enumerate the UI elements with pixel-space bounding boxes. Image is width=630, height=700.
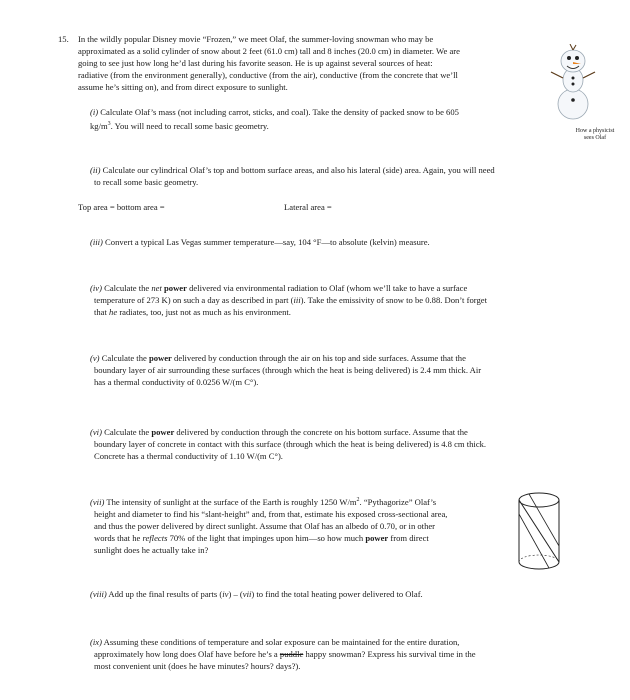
part-text: . You will need to recall some basic geometry.: [110, 120, 269, 131]
part-text: delivered by conduction through the air on his top and side surfaces. Assume that the: [171, 353, 466, 363]
part-label: (viii): [90, 589, 107, 599]
intro-line: approximated as a solid cylinder of snow about 2 feet (61.0 cm) tall and 8 inches (20.0 cm) in diameter. We are: [78, 46, 460, 56]
emphasis: he: [109, 307, 118, 317]
part-text: and thus the power delivered by direct sunlight. Assume that Olaf has an albedo of 0.70, or in other: [94, 520, 436, 531]
part-text: delivered by conduction through the concrete on his bottom surface. Assume that the: [174, 427, 468, 437]
emphasis: power: [148, 353, 172, 363]
part-vii: [90, 494, 510, 556]
emphasis: power: [151, 427, 175, 437]
emphasis: net: [151, 283, 162, 293]
part-text: sunlight does he actually take in?: [94, 544, 209, 555]
part-text: boundary layer of air surrounding these surfaces (through which the heat is being delivered) is 2.4 mm thick. Air: [94, 365, 482, 375]
top-area-label: Top area = bottom area =: [78, 202, 165, 212]
part-text: approximately how long does Olaf have before he’s a: [94, 649, 280, 659]
struck-word: puddle: [279, 649, 304, 659]
part-vi: [90, 426, 570, 462]
part-label: (i): [90, 107, 99, 117]
part-label: (vii): [90, 496, 105, 507]
part-text: most convenient unit (does he have minutes? hours? days?).: [94, 661, 301, 671]
part-text: delivered via environmental radiation to Olaf (whom we’ll take to have a surface: [186, 283, 468, 293]
part-text: from direct: [388, 532, 429, 543]
part-reference: iv: [222, 589, 229, 599]
part-viii: [90, 588, 570, 600]
part-text: height and diameter to find his “slant-height” and, from that, estimate his exposed cross-sectional area,: [94, 508, 448, 519]
intro-line: radiative (from the environment generally), conductive (from the air), conductive (from the concrete that we’ll: [78, 70, 458, 80]
part-label: (iii): [90, 237, 103, 247]
part-text: The intensity of sunlight at the surface of the Earth is roughly 1250 W/m: [106, 496, 357, 507]
part-i: [90, 106, 570, 132]
part-label: (v): [90, 353, 100, 363]
part-text: 70% of the light that impinges upon him—so how much: [167, 532, 366, 543]
part-label: (ix): [90, 637, 102, 647]
intro-line: going to see just how long he’d last during his favorite season. He is up against several sources of heat:: [78, 58, 433, 68]
part-label: (vi): [90, 427, 102, 437]
part-ii: [90, 164, 570, 188]
intro-line: assume he’s sitting on), and from direct exposure to sunlight.: [78, 82, 288, 92]
problem-intro: [78, 33, 548, 93]
part-text: happy snowman? Express his survival time in the: [303, 649, 476, 659]
part-text: ) – (: [228, 589, 243, 599]
cylinder-diagram-icon: [515, 490, 563, 572]
part-text: has a thermal conductivity of 0.0256 W/(m C°).: [94, 377, 259, 387]
part-iv: [90, 282, 570, 318]
part-ix: [90, 636, 570, 672]
emphasis: power: [365, 532, 389, 543]
caption-line: How a physicist: [575, 128, 615, 134]
part-text: Calculate the: [104, 427, 152, 437]
part-reference: vii: [242, 589, 252, 599]
part-text: that: [94, 307, 110, 317]
part-label: (iv): [90, 283, 102, 293]
part-text: words that he: [94, 532, 143, 543]
superscript: 2: [356, 497, 360, 503]
part-text: . “Pythagorize” Olaf’s: [359, 496, 437, 507]
part-reference: iii: [293, 295, 301, 305]
emphasis: power: [164, 283, 187, 293]
part-text: Convert a typical Las Vegas summer temperature—say, 104 °F—to absolute (kelvin) measure.: [105, 237, 430, 247]
part-text: kg/m: [90, 120, 108, 131]
part-iii: [90, 236, 570, 248]
problem-number: 15.: [58, 34, 69, 44]
superscript: 3: [107, 121, 111, 127]
part-text: ). Take the emissivity of snow to be 0.88. Don’t forget: [300, 295, 487, 305]
part-text: Add up the final results of parts (: [108, 589, 223, 599]
part-label: (ii): [90, 165, 101, 175]
part-text: Calculate the: [104, 283, 152, 293]
figure-caption: [565, 128, 625, 142]
part-text: radiates, too, just not as much as his environment.: [117, 307, 291, 317]
caption-line: sees Olaf: [583, 135, 607, 141]
part-text: Assuming these conditions of temperature and solar exposure can be maintained for the entire duration,: [103, 637, 460, 647]
part-text: to recall some basic geometry.: [94, 177, 199, 187]
part-text: Calculate the: [101, 353, 149, 363]
intro-line: In the wildly popular Disney movie “Frozen,” we meet Olaf, the summer-loving snowman who may be: [78, 34, 434, 44]
lateral-area-label: Lateral area =: [284, 202, 332, 212]
part-text: Concrete has a thermal conductivity of 1.10 W/(m C°).: [94, 451, 283, 461]
part-text: Calculate our cylindrical Olaf’s top and bottom surface areas, and also his lateral (side) area. Again, you will need: [102, 165, 495, 175]
part-v: [90, 352, 570, 388]
emphasis: reflects: [142, 532, 168, 543]
part-text: ) to find the total heating power delivered to Olaf.: [251, 589, 423, 599]
part-text: temperature of 273 K) on such a day as described in part (: [94, 295, 294, 305]
part-text: boundary layer of concrete in contact with this surface (through which the heat is being delivered) is 4.8 cm thick.: [94, 439, 487, 449]
part-text: Calculate Olaf’s mass (not including carrot, sticks, and coal). Take the density of packed snow to be 605: [100, 107, 459, 117]
